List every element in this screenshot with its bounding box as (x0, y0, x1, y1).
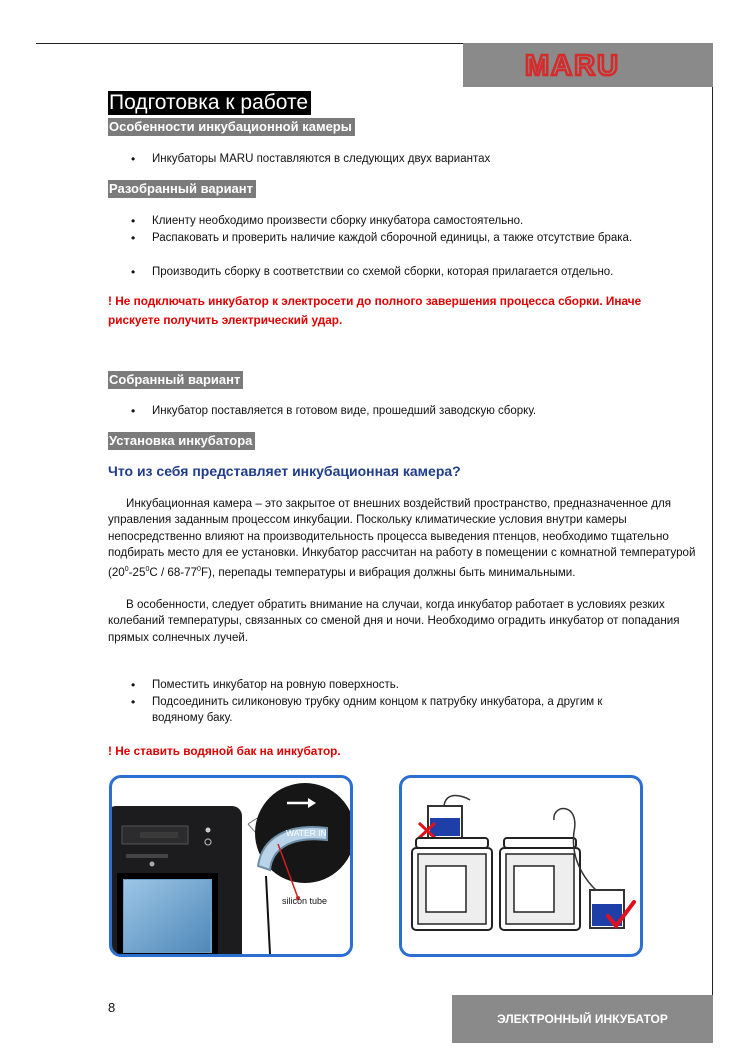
logo-banner (463, 43, 713, 87)
bullet-assemble-self: • Клиенту необходимо произвести сборку инкубатора самостоятельно. (152, 213, 672, 229)
section-chamber-features: Особенности инкубационной камеры (108, 118, 355, 136)
page-number: 8 (108, 1000, 116, 1015)
installation-question: Что из себя представляет инкубационная камера? (108, 463, 461, 479)
bullet-unpack-check: • Распаковать и проверить наличие каждой сборочной единицы, а также отсутствие брака. (152, 230, 672, 246)
section-disassembled: Разобранный вариант (108, 180, 256, 198)
paragraph-sunlight: В особенности, следует обратить внимание на случаи, когда инкубатор работает в условиях резких колебаний температуры, связанных со сменой дня и ночи. Необходимо оградить инкубатор от попадания прямых солнечных лучей. (108, 598, 680, 644)
bullet-connect-tube: • Подсоединить силиконовую трубку одним концом к патрубку инкубатора, а другим к водяному баку. (152, 694, 652, 726)
degree-sup-1: 0 (124, 565, 129, 573)
paragraph-chamber-description (108, 496, 696, 581)
warning-water-tank: ! Не ставить водяной бак на инкубатор. (108, 744, 341, 758)
footer-product-banner: ЭЛЕКТРОННЫЙ ИНКУБАТОР (452, 995, 713, 1043)
tank-placement-illustration (402, 778, 640, 954)
figure-tank-placement (399, 775, 643, 957)
incubator-tube-illustration (112, 778, 350, 954)
paragraph-part-b: -25 (128, 565, 146, 579)
section-assembled: Собранный вариант (108, 371, 243, 389)
paragraph-part-a: Инкубационная камера – это закрытое от внешних воздействий пространство, предназначенное для управления заданным процессом инкубации. Поскольку климатические условия внутри камеры непосредственно влияют на производительность процесса выведения птенцов, необходимо тщательно подбирать место для ее установки. Инкубатор рассчитан на работу в помещении с комнатной температурой (20 (108, 497, 696, 579)
maru-logo (525, 51, 657, 79)
silicon-tube-label: silicon tube (282, 896, 328, 906)
water-in-label: WATER IN (286, 828, 327, 838)
logo-text: MARU (525, 51, 620, 79)
paragraph-part-c: C / 68-77 (149, 565, 198, 579)
bullet-variants: • Инкубаторы MARU поставляются в следующих двух вариантах (152, 151, 672, 167)
bullet-assemble-scheme: • Производить сборку в соответствии со схемой сборки, которая прилагается отдельно. (152, 264, 672, 280)
section-installation: Установка инкубатора (108, 432, 255, 450)
paragraph-part-d: F), перепады температуры и вибрация должны быть минимальными. (200, 565, 576, 579)
degree-sup-3: 0 (197, 565, 201, 573)
bullet-flat-surface: • Поместить инкубатор на ровную поверхность. (152, 677, 672, 693)
page-title: Подготовка к работе (108, 91, 311, 115)
degree-sup-2: 0 (145, 565, 150, 573)
figure-water-in (109, 775, 353, 957)
warning-electric: ! Не подключать инкубатор к электросети до полного завершения процесса сборки. Иначе рискуете получить электрический удар. (108, 294, 642, 327)
bullet-factory-assembled: • Инкубатор поставляется в готовом виде, прошедший заводскую сборку. (152, 403, 672, 419)
